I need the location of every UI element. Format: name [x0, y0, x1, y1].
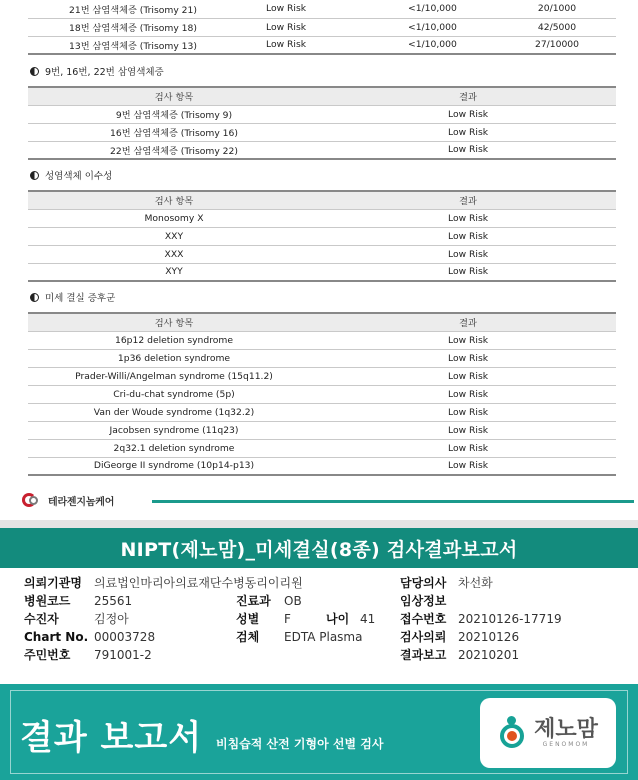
section-title — [30, 64, 164, 78]
info-value: 차선화 — [458, 576, 493, 590]
genomom-logo-icon — [498, 716, 528, 750]
info-label: 의뢰기관명 — [24, 576, 82, 590]
cell-result: Low Risk — [448, 144, 489, 156]
info-row — [236, 646, 362, 664]
section-title-text: 성염색체 이수성 — [45, 171, 113, 182]
cell-result: Low Risk — [448, 248, 489, 260]
col-header-result: 결과 — [320, 87, 616, 105]
table-body — [28, 105, 616, 159]
cell-result: Low Risk — [448, 334, 489, 346]
patient-info-col3 — [400, 574, 562, 664]
cell-prior: <1/10,000 — [408, 21, 457, 33]
cell-ratio: 20/1000 — [537, 3, 577, 15]
cell-result: Low Risk — [448, 352, 489, 364]
info-value: EDTA Plasma — [284, 630, 363, 644]
table-row — [28, 18, 616, 36]
col-header-result: 결과 — [320, 191, 616, 209]
table-head — [28, 87, 616, 105]
table-row — [28, 457, 616, 475]
cell-item: Monosomy X — [144, 212, 204, 224]
table-row — [28, 331, 616, 349]
table-body — [28, 209, 616, 281]
cell-result: Low Risk — [448, 108, 489, 120]
col-header-item: 검사 항목 — [28, 191, 320, 209]
info-value: 20210126-17719 — [458, 612, 562, 626]
terragen-logo-icon — [22, 492, 44, 508]
table-head — [28, 191, 616, 209]
cell-item: 22번 삼염색체증 (Trisomy 22) — [110, 145, 238, 157]
genomom-brand — [480, 698, 616, 768]
cell-ratio: 42/5000 — [537, 21, 577, 33]
info-label: 담당의사 — [400, 576, 447, 590]
info-row — [236, 574, 362, 592]
info-value: 791001-2 — [94, 648, 152, 662]
cell-result: Low Risk — [448, 370, 489, 382]
table-row — [28, 439, 616, 457]
cell-result: Low Risk — [448, 266, 489, 278]
cell-ratio: 27/10000 — [534, 39, 579, 51]
section-table — [28, 86, 616, 160]
report-title: NIPT(제노맘)_미세결실(8종) 검사결과보고서 — [120, 538, 518, 561]
cell-result: Low Risk — [448, 388, 489, 400]
table-head — [28, 313, 616, 331]
section-title — [30, 290, 115, 304]
table-row — [28, 403, 616, 421]
info-row — [236, 628, 362, 646]
info-label: 검사의뢰 — [400, 630, 447, 644]
table-row — [28, 141, 616, 159]
cell-item: Cri-du-chat syndrome (5p) — [113, 388, 235, 400]
page-gap — [0, 520, 638, 528]
age-field — [326, 610, 375, 628]
table-row — [28, 0, 616, 18]
cell-result: Low Risk — [448, 212, 489, 224]
section-table — [28, 190, 616, 282]
cell-item: XXX — [164, 248, 184, 260]
banner-title: 결과 보고서 — [20, 718, 203, 758]
info-label: 결과보고 — [400, 648, 447, 662]
cell-item: 16p12 deletion syndrome — [114, 334, 234, 346]
info-row — [236, 592, 362, 610]
info-value: 20210201 — [458, 648, 520, 662]
table-row — [28, 36, 616, 54]
table-row — [28, 421, 616, 439]
section-title-text: 9번, 16번, 22번 삼염색체증 — [45, 67, 164, 78]
cell-result: Low Risk — [448, 126, 489, 138]
info-row — [400, 574, 562, 592]
cell-item: XYY — [165, 266, 183, 278]
table-row — [28, 245, 616, 263]
info-value: OB — [284, 594, 302, 608]
cell-item: 16번 삼염색체증 (Trisomy 16) — [110, 128, 238, 139]
table-row — [28, 349, 616, 367]
header-row — [28, 191, 616, 209]
table-body — [28, 331, 616, 475]
cell-item: Prader-Willi/Angelman syndrome (15q11.2) — [75, 370, 273, 382]
table-row — [28, 227, 616, 245]
cell-result: Low Risk — [448, 424, 489, 436]
cell-result: Low Risk — [266, 39, 307, 51]
cell-result: Low Risk — [266, 21, 307, 33]
cell-result: Low Risk — [448, 230, 489, 242]
cell-item: Jacobsen syndrome (11q23) — [109, 424, 239, 436]
info-value: 김정아 — [94, 612, 129, 626]
info-row — [400, 592, 562, 610]
cell-item: 1p36 deletion syndrome — [117, 352, 231, 364]
info-label: 진료과 — [236, 594, 271, 608]
half-circle-icon — [30, 293, 39, 302]
section-title — [30, 168, 112, 182]
info-value: 의료법인마리아의료재단수병동리이리원 — [94, 576, 303, 590]
info-label: 병원코드 — [24, 594, 71, 608]
table-row — [28, 385, 616, 403]
cell-prior: <1/10,000 — [408, 3, 457, 15]
col-header-item: 검사 항목 — [28, 87, 320, 105]
table-row — [28, 367, 616, 385]
half-circle-icon — [30, 171, 39, 180]
header-row — [28, 313, 616, 331]
cell-prior: <1/10,000 — [408, 39, 457, 51]
table-row — [28, 123, 616, 141]
company-name: 테라젠지놈케어 — [48, 496, 115, 508]
info-value: F — [284, 612, 291, 626]
info-label: 검체 — [236, 630, 260, 644]
cell-item: XXY — [164, 230, 184, 242]
company-logo — [22, 492, 114, 508]
info-row — [400, 610, 562, 628]
info-value: 00003728 — [94, 630, 156, 644]
cell-result: Low Risk — [448, 442, 489, 454]
table-row — [28, 105, 616, 123]
cell-result: Low Risk — [266, 3, 307, 15]
cell-result: Low Risk — [448, 460, 489, 472]
info-label: 성별 — [236, 612, 260, 626]
cell-item: DiGeorge II syndrome (10p14-p13) — [93, 460, 255, 472]
banner-subtitle: 비침습적 산전 기형아 선별 검사 — [216, 737, 384, 751]
header-row — [28, 87, 616, 105]
trisomy-main-table — [28, 0, 616, 55]
brand-name: 제노맘 — [534, 716, 598, 742]
cell-item: Van der Woude syndrome (1q32.2) — [93, 406, 255, 418]
age-label: 나이 — [326, 612, 350, 626]
table-row — [28, 209, 616, 227]
brand-sub: GENOMOM — [542, 740, 590, 748]
report-header — [0, 528, 638, 568]
info-row — [400, 628, 562, 646]
cell-item: 21번 삼염색체증 (Trisomy 21) — [69, 4, 197, 16]
info-label: Chart No. — [24, 630, 89, 644]
info-value: 20210126 — [458, 630, 520, 644]
table-row — [28, 263, 616, 281]
cell-item: 18번 삼염색체증 (Trisomy 18) — [69, 23, 197, 34]
col-header-result: 결과 — [320, 313, 616, 331]
info-value: 25561 — [94, 594, 133, 608]
info-row — [400, 646, 562, 664]
section-title-text: 미세 결실 증후군 — [45, 293, 116, 304]
section-table — [28, 312, 616, 476]
footer-divider — [152, 500, 634, 503]
cell-item: 13번 삼염색체증 (Trisomy 13) — [69, 40, 197, 52]
cell-result: Low Risk — [448, 406, 489, 418]
half-circle-icon — [30, 67, 39, 76]
info-label: 주민번호 — [24, 648, 71, 662]
info-label: 수진자 — [24, 612, 59, 626]
info-label: 임상정보 — [400, 594, 447, 608]
cell-item: 2q32.1 deletion syndrome — [113, 442, 235, 454]
info-label: 접수번호 — [400, 612, 447, 626]
cell-item: 9번 삼염색체증 (Trisomy 9) — [115, 110, 233, 121]
age-value: 41 — [360, 612, 376, 626]
col-header-item: 검사 항목 — [28, 313, 320, 331]
